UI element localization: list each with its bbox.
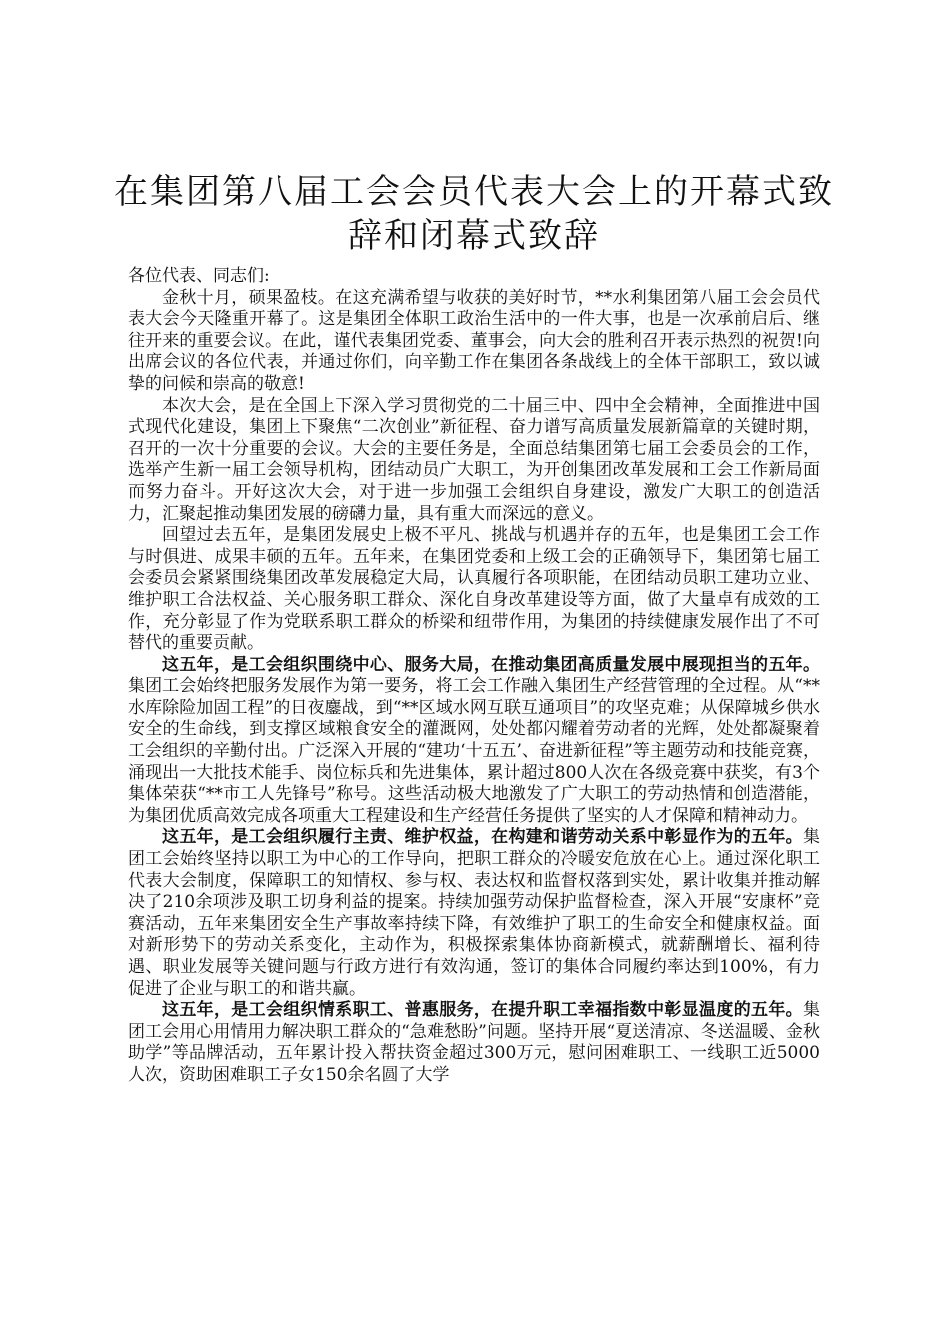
paragraph-lead: 这五年，是工会组织履行主责、维护权益，在构建和谐劳动关系中彰显作为的五年。 [162,827,803,848]
paragraph-text: 集团工会始终把服务发展作为第一要务，将工会工作融入集团生产经营管理的全过程。从“**水库除险加固工程”的日夜鏖战，到“**区域水网互联互通项目”的攻坚克难；从保障城乡供水安全的生命线，到支撑区域粮食安全的灌溉网，处处都闪耀着劳动者的光辉，处处都凝聚着工会组织的辛勤付出。广泛深入开展的“建功‘十五五’、奋进新征程”等主题劳动和技能竞赛，涌现出一大批技术能手、岗位标兵和先进集体，累计超过800人次在各级竞赛中获奖，有3个集体荣获“**市工人先锋号”称号。这些活动极大地激发了广大职工的劳动热情和创造潜能，为集团优质高效完成各项重大工程建设和生产经营任务提供了坚实的人才保障和精神动力。 [128,676,820,826]
paragraph-review [128,525,820,655]
paragraph-text: 集团工会始终坚持以职工为中心的工作导向，把职工群众的冷暖安危放在心上。通过深化职工代表大会制度，保障职工的知情权、参与权、表达权和监督权落到实处，累计收集并推动解决了210余项涉及职工切身利益的提案。持续加强劳动保护监督检查，深入开展“安康杯”竞赛活动，五年来集团安全生产事故率持续下降，有效维护了职工的生命安全和健康权益。面对新形势下的劳动关系变化，主动作为，积极探索集体协商新模式，就薪酬增长、福利待遇、职业发展等关键问题与行政方进行有效沟通，签订的集体合同履约率达到100%，有力促进了企业与职工的和谐共赢。 [128,827,820,999]
document-page [114,170,834,1087]
paragraph-rights [128,827,820,1000]
paragraph-meeting-significance [128,396,820,526]
paragraph-text: 金秋十月，硕果盈枝。在这充满希望与收获的美好时节，**水利集团第八届工会会员代表大会今天隆重开幕了。这是集团全体职工政治生活中的一件大事，也是一次承前启后、继往开来的重要会议。在此，谨代表集团党委、董事会，向大会的胜利召开表示热烈的祝贺!向出席会议的各位代表，并通过你们，向辛勤工作在集团各条战线上的全体干部职工，致以诚挚的问候和崇高的敬意! [128,287,820,394]
paragraph-lead: 这五年，是工会组织围绕中心、服务大局，在推动集团高质量发展中展现担当的五年。 [162,654,820,675]
salutation: 各位代表、同志们: [128,266,270,286]
document-title: 在集团第八届工会会员代表大会上的开幕式致辞和闭幕式致辞 [114,172,834,256]
paragraph-opening [128,288,820,396]
paragraph-text: 回望过去五年，是集团发展史上极不平凡、挑战与机遇并存的五年，也是集团工会工作与时俱进、成果丰硕的五年。五年来，在集团党委和上级工会的正确领导下，集团第七届工会委员会紧紧围绕集团改革发展稳定大局，认真履行各项职能，在团结动员职工建功立业、维护职工合法权益、关心服务职工群众、深化自身改革建设等方面，做了大量卓有成效的工作，充分彰显了作为党联系职工群众的桥梁和纽带作用，为集团的持续健康发展作出了不可替代的重要贡献。 [128,525,820,654]
paragraph-lead: 这五年，是工会组织情系职工、普惠服务，在提升职工幸福指数中彰显温度的五年。 [162,1000,803,1021]
paragraph-services [128,1000,820,1086]
paragraph-development [128,655,820,828]
paragraph-text: 集团工会用心用情用力解决职工群众的“急难愁盼”问题。坚持开展“夏送清凉、冬送温暖、金秋助学”等品牌活动，五年累计投入帮扶资金超过300万元，慰问困难职工、一线职工近5000人次，资助困难职工子女150余名圆了大学 [128,1000,820,1085]
paragraph-text: 本次大会，是在全国上下深入学习贯彻党的二十届三中、四中全会精神，全面推进中国式现代化建设，集团上下聚焦“二次创业”新征程、奋力谱写高质量发展新篇章的关键时期，召开的一次十分重要的会议。大会的主要任务是，全面总结集团第七届工会委员会的工作，选举产生新一届工会领导机构，团结动员广大职工，为开创集团改革发展和工会工作新局面而努力奋斗。开好这次大会，对于进一步加强工会组织自身建设，激发广大职工的创造活力，汇聚起推动集团发展的磅礴力量，具有重大而深远的意义。 [128,395,820,524]
